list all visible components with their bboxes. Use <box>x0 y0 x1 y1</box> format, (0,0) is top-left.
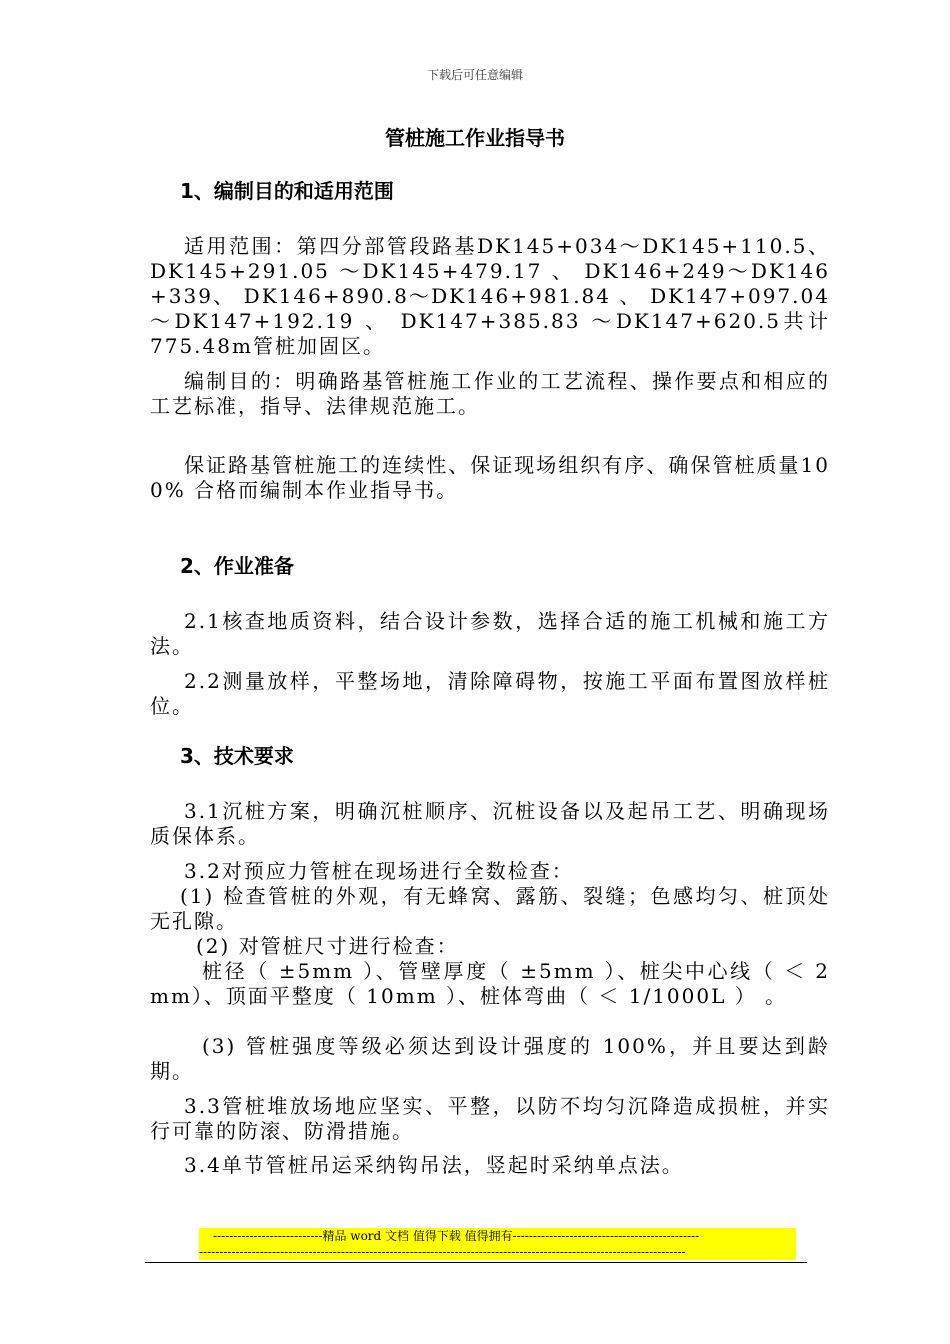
section-3-heading: 3、技术要求 <box>180 744 294 768</box>
section-3-item-4: 3.4单节管桩吊运采纳钩吊法，竖起时采纳单点法。 <box>184 1153 684 1177</box>
section-1-guarantee-paragraph: 保证路基管桩施工的连续性、保证现场组织有序、确保管桩质量100% 合格而编制本作业指导书。 <box>150 453 830 502</box>
section-2-item-2: 2.2测量放样，平整场地，清除障碍物，按施工平面布置图放样桩位。 <box>150 669 830 718</box>
section-1-heading: 1、编制目的和适用范围 <box>180 179 394 203</box>
section-3-check-1: (1) 检查管桩的外观，有无蜂窝、露筋、裂缝；色感均匀、桩顶处无孔隙。 <box>150 884 830 933</box>
section-1-scope-paragraph: 适用范围：第四分部管段路基DK145+034～DK145+110.5、 DK145+291.05 ～DK145+479.17 、 DK146+249～DK146+339、 DK146+890.8～DK146+981.84 、 DK147+097.04 ～DK147+192.19 、 DK147+385.83 ～DK147+620.5共计 775.48m管桩加固区。 <box>150 234 830 358</box>
section-3-dimension-tolerances: 桩径（ ±5mm ）、管壁厚度（ ±5mm ）、桩尖中心线（ ＜ 2mm）、顶面平整度（ 10mm ）、桩体弯曲（ ＜ 1/1000L ） 。 <box>150 959 830 1008</box>
document-title: 管桩施工作业指导书 <box>385 126 565 150</box>
footer-banner <box>199 1228 796 1260</box>
section-3-check-3: (3) 管桩强度等级必须达到设计强度的 100%，并且要达到龄期。 <box>150 1034 830 1083</box>
section-3-item-1: 3.1沉桩方案，明确沉桩顺序、沉桩设备以及起吊工艺、明确现场质保体系。 <box>150 799 830 848</box>
footer-banner-line-1: ---------------------------精品 word 文档 值得下载 值得拥有---------------------------------------------- <box>213 1229 700 1243</box>
footer-banner-line-2: ------------------------------------------------------------------------------------------------------------------------ <box>199 1245 686 1259</box>
section-2-heading: 2、作业准备 <box>180 554 294 578</box>
section-1-purpose-paragraph: 编制目的：明确路基管桩施工作业的工艺流程、操作要点和相应的工艺标准，指导、法律规范施工。 <box>150 369 830 418</box>
section-3-item-2: 3.2对预应力管桩在现场进行全数检查： <box>184 859 574 883</box>
section-3-check-2: (2) 对管桩尺寸进行检查： <box>196 934 459 958</box>
header-note: 下载后可任意编辑 <box>426 68 523 82</box>
section-2-item-1: 2.1核查地质资料，结合设计参数，选择合适的施工机械和施工方法。 <box>150 609 830 658</box>
section-3-item-3: 3.3管桩堆放场地应坚实、平整，以防不均匀沉降造成损桩，并实行可靠的防滚、防滑措施。 <box>150 1094 830 1143</box>
footer-rule <box>145 1262 807 1263</box>
